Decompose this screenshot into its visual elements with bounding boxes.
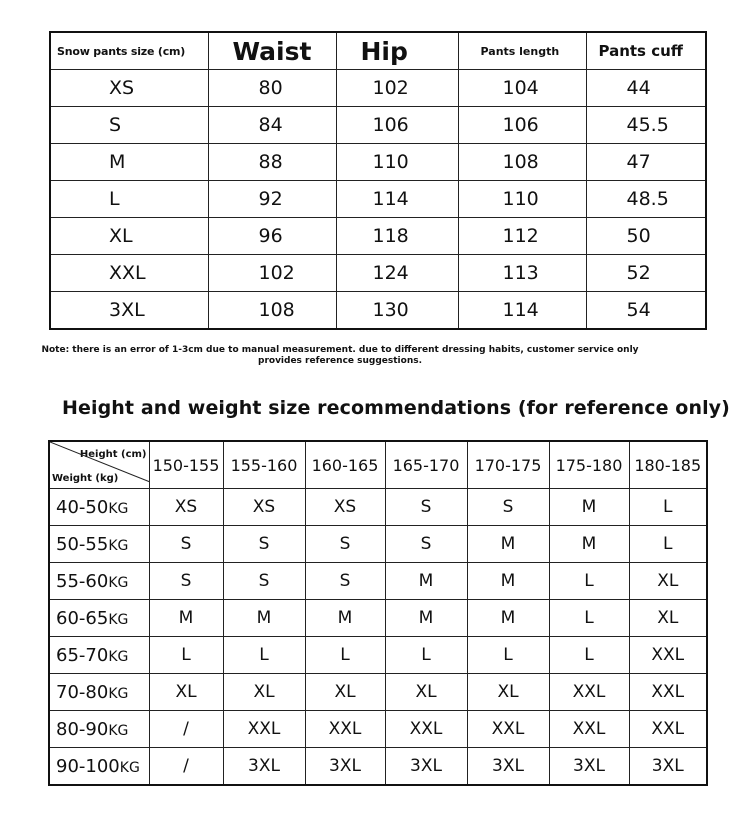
- recommended-size-cell: 3XL: [467, 748, 549, 786]
- size-row: [50, 292, 706, 330]
- height-range-header: 180-185: [629, 441, 707, 489]
- recommended-size-cell: 3XL: [385, 748, 467, 786]
- header-size: Snow pants size (cm): [50, 32, 208, 70]
- height-axis-label: Height (cm): [79, 449, 147, 460]
- size-value-cell: 102: [336, 70, 458, 107]
- recommendation-row: [49, 674, 707, 711]
- recommended-size-cell: XXL: [467, 711, 549, 748]
- recommended-size-cell: S: [305, 526, 385, 563]
- height-range-header: 155-160: [223, 441, 305, 489]
- height-range-header: 160-165: [305, 441, 385, 489]
- recommended-size-cell: S: [223, 563, 305, 600]
- recommended-size-cell: XXL: [629, 637, 707, 674]
- size-value-cell: 106: [458, 107, 586, 144]
- height-range-header: 170-175: [467, 441, 549, 489]
- recommended-size-cell: XXL: [549, 711, 629, 748]
- recommended-size-cell: 3XL: [305, 748, 385, 786]
- recommended-size-cell: /: [149, 748, 223, 786]
- recommended-size-cell: M: [385, 563, 467, 600]
- recommended-size-cell: S: [467, 489, 549, 526]
- size-value-cell: 113: [458, 255, 586, 292]
- weight-range-cell: [49, 748, 149, 786]
- size-value-cell: 96: [208, 218, 336, 255]
- size-row: [50, 144, 706, 181]
- recommended-size-cell: XS: [149, 489, 223, 526]
- header-waist: Waist: [208, 32, 336, 70]
- recommended-size-cell: M: [385, 600, 467, 637]
- height-range-header: 150-155: [149, 441, 223, 489]
- size-value-cell: 112: [458, 218, 586, 255]
- size-label-cell: XXL: [50, 255, 208, 292]
- size-value-cell: 108: [208, 292, 336, 330]
- recommended-size-cell: XS: [305, 489, 385, 526]
- recommended-size-cell: L: [629, 489, 707, 526]
- size-chart-header-row: [50, 32, 706, 70]
- recommended-size-cell: S: [149, 526, 223, 563]
- size-value-cell: 104: [458, 70, 586, 107]
- size-label-cell: M: [50, 144, 208, 181]
- weight-range-cell: [49, 637, 149, 674]
- size-row: [50, 181, 706, 218]
- recommendation-row: [49, 563, 707, 600]
- recommended-size-cell: S: [149, 563, 223, 600]
- weight-range-value: 90-100: [56, 755, 120, 777]
- size-value-cell: 47: [586, 144, 706, 181]
- weight-unit: KG: [108, 611, 129, 628]
- weight-range-cell: [49, 563, 149, 600]
- size-value-cell: 108: [458, 144, 586, 181]
- size-value-cell: 102: [208, 255, 336, 292]
- size-value-cell: 48.5: [586, 181, 706, 218]
- recommended-size-cell: XL: [149, 674, 223, 711]
- size-value-cell: 114: [458, 292, 586, 330]
- recommended-size-cell: XL: [629, 600, 707, 637]
- recommended-size-cell: XXL: [223, 711, 305, 748]
- recommended-size-cell: XL: [223, 674, 305, 711]
- size-value-cell: 114: [336, 181, 458, 218]
- weight-unit: KG: [119, 759, 140, 776]
- weight-range-value: 70-80: [56, 681, 109, 703]
- recommendation-body: [49, 441, 707, 785]
- recommended-size-cell: S: [385, 489, 467, 526]
- size-row: [50, 70, 706, 107]
- recommended-size-cell: L: [305, 637, 385, 674]
- recommended-size-cell: 3XL: [629, 748, 707, 786]
- height-range-header: 165-170: [385, 441, 467, 489]
- size-label-cell: L: [50, 181, 208, 218]
- size-label-cell: S: [50, 107, 208, 144]
- recommended-size-cell: XXL: [629, 674, 707, 711]
- size-value-cell: 80: [208, 70, 336, 107]
- recommended-size-cell: XS: [223, 489, 305, 526]
- recommended-size-cell: M: [223, 600, 305, 637]
- size-value-cell: 88: [208, 144, 336, 181]
- header-pants-cuff: Pants cuff: [586, 32, 706, 70]
- size-value-cell: 52: [586, 255, 706, 292]
- height-range-header: 175-180: [549, 441, 629, 489]
- weight-range-cell: [49, 711, 149, 748]
- weight-range-value: 65-70: [56, 644, 109, 666]
- weight-range-cell: [49, 526, 149, 563]
- size-value-cell: 106: [336, 107, 458, 144]
- recommendation-row: [49, 637, 707, 674]
- size-chart-body: [50, 70, 706, 330]
- weight-range-value: 50-55: [56, 533, 109, 555]
- recommended-size-cell: L: [549, 563, 629, 600]
- corner-cell: [49, 441, 149, 489]
- size-row: [50, 218, 706, 255]
- recommended-size-cell: L: [223, 637, 305, 674]
- recommended-size-cell: XXL: [385, 711, 467, 748]
- recommended-size-cell: M: [549, 489, 629, 526]
- size-value-cell: 84: [208, 107, 336, 144]
- header-pants-length: Pants length: [458, 32, 586, 70]
- recommended-size-cell: M: [467, 563, 549, 600]
- recommendation-row: [49, 711, 707, 748]
- recommendation-header-row: [49, 441, 707, 489]
- size-value-cell: 110: [458, 181, 586, 218]
- weight-range-cell: [49, 600, 149, 637]
- size-value-cell: 92: [208, 181, 336, 218]
- weight-axis-label: Weight (kg): [52, 473, 119, 484]
- recommendation-row: [49, 526, 707, 563]
- weight-range-cell: [49, 489, 149, 526]
- size-value-cell: 45.5: [586, 107, 706, 144]
- recommendation-row: [49, 600, 707, 637]
- recommended-size-cell: XL: [385, 674, 467, 711]
- recommendation-row: [49, 748, 707, 786]
- weight-unit: KG: [108, 648, 129, 665]
- recommendation-title: Height and weight size recommendations (for reference only): [62, 397, 730, 419]
- recommended-size-cell: M: [467, 600, 549, 637]
- size-value-cell: 50: [586, 218, 706, 255]
- size-value-cell: 110: [336, 144, 458, 181]
- weight-unit: KG: [108, 685, 129, 702]
- size-row: [50, 255, 706, 292]
- size-row: [50, 107, 706, 144]
- recommended-size-cell: XL: [629, 563, 707, 600]
- recommended-size-cell: L: [549, 637, 629, 674]
- size-label-cell: XS: [50, 70, 208, 107]
- size-label-cell: 3XL: [50, 292, 208, 330]
- recommended-size-cell: XXL: [629, 711, 707, 748]
- recommended-size-cell: 3XL: [549, 748, 629, 786]
- size-value-cell: 118: [336, 218, 458, 255]
- weight-range-value: 55-60: [56, 570, 109, 592]
- recommended-size-cell: S: [385, 526, 467, 563]
- recommended-size-cell: L: [467, 637, 549, 674]
- recommended-size-cell: /: [149, 711, 223, 748]
- recommendation-table: [48, 440, 708, 786]
- weight-range-value: 40-50: [56, 496, 109, 518]
- recommended-size-cell: M: [549, 526, 629, 563]
- recommended-size-cell: L: [549, 600, 629, 637]
- recommended-size-cell: XXL: [549, 674, 629, 711]
- size-value-cell: 54: [586, 292, 706, 330]
- weight-range-cell: [49, 674, 149, 711]
- header-hip: Hip: [336, 32, 458, 70]
- weight-unit: KG: [108, 574, 129, 591]
- recommended-size-cell: L: [385, 637, 467, 674]
- size-value-cell: 130: [336, 292, 458, 330]
- recommended-size-cell: XXL: [305, 711, 385, 748]
- recommended-size-cell: L: [629, 526, 707, 563]
- recommended-size-cell: XL: [305, 674, 385, 711]
- weight-unit: KG: [108, 537, 129, 554]
- size-chart-table: [49, 31, 707, 330]
- size-value-cell: 44: [586, 70, 706, 107]
- recommended-size-cell: M: [467, 526, 549, 563]
- recommended-size-cell: L: [149, 637, 223, 674]
- recommended-size-cell: S: [223, 526, 305, 563]
- recommended-size-cell: XL: [467, 674, 549, 711]
- recommended-size-cell: M: [149, 600, 223, 637]
- weight-range-value: 80-90: [56, 718, 109, 740]
- recommended-size-cell: 3XL: [223, 748, 305, 786]
- measurement-note: Note: there is an error of 1-3cm due to manual measurement. due to different dressing habits, customer service only provides reference suggestions.: [41, 345, 639, 366]
- recommended-size-cell: M: [305, 600, 385, 637]
- recommended-size-cell: S: [305, 563, 385, 600]
- recommendation-row: [49, 489, 707, 526]
- weight-unit: KG: [108, 500, 129, 517]
- weight-unit: KG: [108, 722, 129, 739]
- weight-range-value: 60-65: [56, 607, 109, 629]
- size-label-cell: XL: [50, 218, 208, 255]
- size-value-cell: 124: [336, 255, 458, 292]
